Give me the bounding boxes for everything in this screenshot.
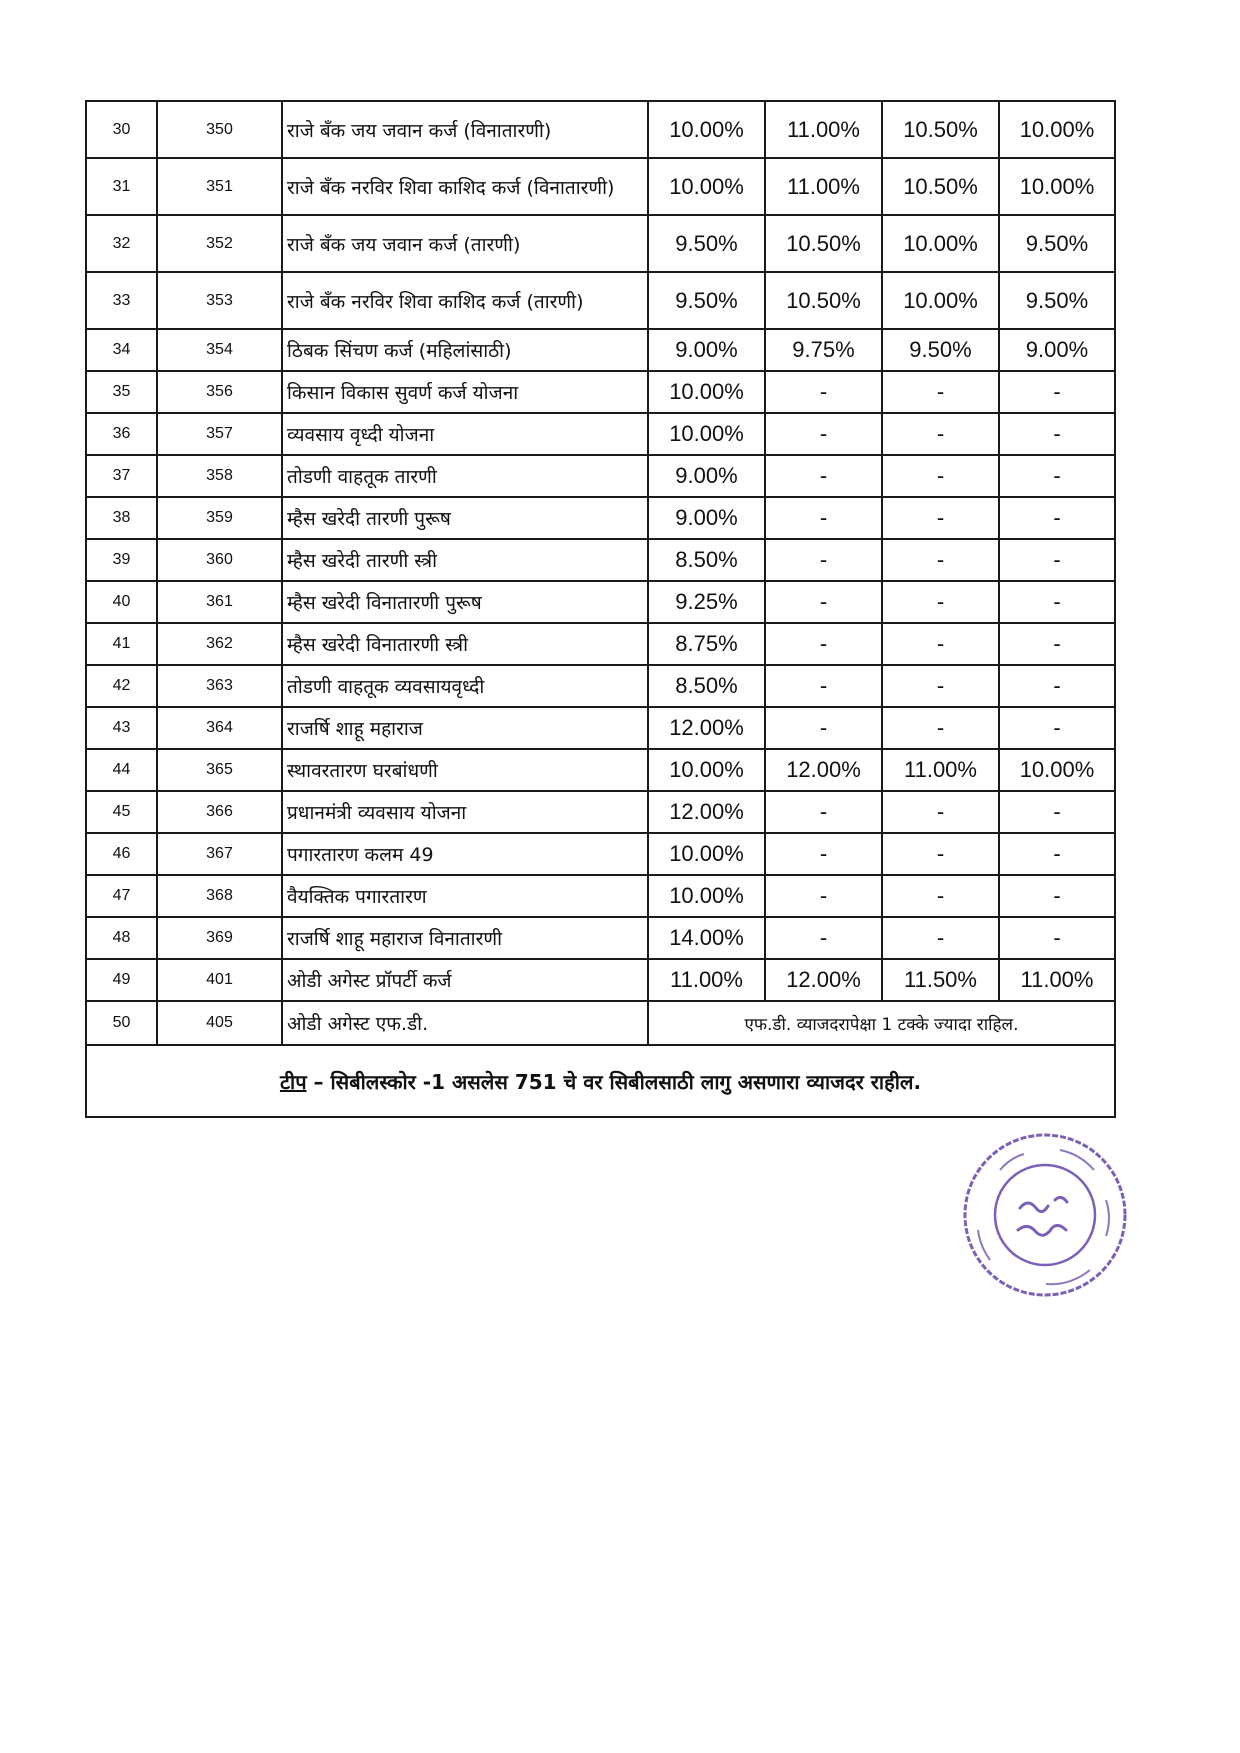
table-row <box>86 539 1115 581</box>
loan-code: 359 <box>157 497 282 539</box>
loan-code: 360 <box>157 539 282 581</box>
rate-col-1: 8.50% <box>648 665 765 707</box>
table-body <box>86 101 1115 1117</box>
rate-col-1: 10.00% <box>648 101 765 158</box>
table-row <box>86 371 1115 413</box>
rate-col-2: - <box>765 455 882 497</box>
rate-col-3: - <box>882 833 999 875</box>
rate-col-4: 10.00% <box>999 158 1115 215</box>
serial-number: 46 <box>86 833 157 875</box>
table-row <box>86 215 1115 272</box>
loan-name: म्हैस खरेदी विनातारणी पुरूष <box>282 581 648 623</box>
rate-col-1: 10.00% <box>648 749 765 791</box>
table-row <box>86 665 1115 707</box>
loan-code: 353 <box>157 272 282 329</box>
rate-col-4: 10.00% <box>999 101 1115 158</box>
loan-code: 405 <box>157 1001 282 1045</box>
serial-number: 49 <box>86 959 157 1001</box>
serial-number: 48 <box>86 917 157 959</box>
rate-col-4: - <box>999 833 1115 875</box>
merged-rate-note: एफ.डी. व्याजदरापेक्षा 1 टक्के ज्यादा राहिल. <box>648 1001 1115 1045</box>
loan-name: राजे बॅंक नरविर शिवा काशिद कर्ज (तारणी) <box>282 272 648 329</box>
serial-number: 33 <box>86 272 157 329</box>
rate-col-4: - <box>999 371 1115 413</box>
table-row <box>86 581 1115 623</box>
rate-col-1: 10.00% <box>648 371 765 413</box>
rate-col-4: - <box>999 455 1115 497</box>
interest-rate-table <box>85 100 1116 1118</box>
loan-code: 363 <box>157 665 282 707</box>
rate-col-3: - <box>882 791 999 833</box>
rate-col-1: 12.00% <box>648 791 765 833</box>
rate-col-1: 9.00% <box>648 455 765 497</box>
rate-col-2: - <box>765 665 882 707</box>
table-row <box>86 833 1115 875</box>
table-row <box>86 413 1115 455</box>
loan-name: पगारतारण कलम 49 <box>282 833 648 875</box>
rate-col-1: 8.50% <box>648 539 765 581</box>
loan-name: किसान विकास सुवर्ण कर्ज योजना <box>282 371 648 413</box>
rate-col-2: - <box>765 539 882 581</box>
serial-number: 37 <box>86 455 157 497</box>
table-row <box>86 455 1115 497</box>
rate-col-3: 10.00% <box>882 215 999 272</box>
rate-col-1: 10.00% <box>648 158 765 215</box>
rate-col-4: - <box>999 497 1115 539</box>
loan-name: राजे बॅंक जय जवान कर्ज (विनातारणी) <box>282 101 648 158</box>
rate-col-3: 11.50% <box>882 959 999 1001</box>
rate-col-1: 9.00% <box>648 329 765 371</box>
loan-name: ओडी अगेस्ट एफ.डी. <box>282 1001 648 1045</box>
rate-col-3: - <box>882 665 999 707</box>
loan-code: 356 <box>157 371 282 413</box>
rate-col-2: - <box>765 581 882 623</box>
rate-col-4: - <box>999 707 1115 749</box>
loan-name: स्थावरतारण घरबांधणी <box>282 749 648 791</box>
rate-col-3: - <box>882 917 999 959</box>
serial-number: 31 <box>86 158 157 215</box>
table-row <box>86 272 1115 329</box>
loan-code: 367 <box>157 833 282 875</box>
bank-seal-stamp-icon <box>960 1130 1130 1300</box>
rate-col-1: 9.50% <box>648 215 765 272</box>
rate-col-2: - <box>765 875 882 917</box>
rate-col-2: 11.00% <box>765 101 882 158</box>
rate-col-1: 11.00% <box>648 959 765 1001</box>
serial-number: 44 <box>86 749 157 791</box>
rate-col-2: - <box>765 707 882 749</box>
rate-col-2: - <box>765 791 882 833</box>
rate-col-2: - <box>765 917 882 959</box>
rate-col-1: 12.00% <box>648 707 765 749</box>
serial-number: 35 <box>86 371 157 413</box>
serial-number: 50 <box>86 1001 157 1045</box>
loan-name: राजे बॅंक जय जवान कर्ज (तारणी) <box>282 215 648 272</box>
rate-col-1: 10.00% <box>648 833 765 875</box>
loan-name: राजे बॅंक नरविर शिवा काशिद कर्ज (विनातारणी) <box>282 158 648 215</box>
rate-col-1: 14.00% <box>648 917 765 959</box>
serial-number: 30 <box>86 101 157 158</box>
loan-code: 368 <box>157 875 282 917</box>
rate-col-3: 10.50% <box>882 158 999 215</box>
loan-code: 364 <box>157 707 282 749</box>
rate-col-2: - <box>765 413 882 455</box>
rate-col-4: - <box>999 413 1115 455</box>
rate-col-4: 9.50% <box>999 272 1115 329</box>
table-row <box>86 497 1115 539</box>
loan-code: 365 <box>157 749 282 791</box>
rate-col-4: 9.00% <box>999 329 1115 371</box>
rate-col-4: - <box>999 539 1115 581</box>
rate-col-3: - <box>882 413 999 455</box>
table-row <box>86 959 1115 1001</box>
rate-col-1: 10.00% <box>648 413 765 455</box>
rate-col-3: - <box>882 371 999 413</box>
rate-col-1: 8.75% <box>648 623 765 665</box>
table-row <box>86 707 1115 749</box>
rate-col-2: 10.50% <box>765 215 882 272</box>
loan-code: 351 <box>157 158 282 215</box>
table-row <box>86 101 1115 158</box>
loan-name: राजर्षि शाहू महाराज <box>282 707 648 749</box>
rate-col-4: - <box>999 581 1115 623</box>
rate-col-4: - <box>999 791 1115 833</box>
rate-col-3: 10.00% <box>882 272 999 329</box>
serial-number: 36 <box>86 413 157 455</box>
table-row <box>86 1001 1115 1045</box>
rate-col-2: - <box>765 623 882 665</box>
rate-col-2: 11.00% <box>765 158 882 215</box>
loan-name: ओडी अगेस्ट प्रॉपर्टी कर्ज <box>282 959 648 1001</box>
serial-number: 45 <box>86 791 157 833</box>
rate-col-4: - <box>999 623 1115 665</box>
loan-name: तोडणी वाहतूक तारणी <box>282 455 648 497</box>
rate-col-3: - <box>882 581 999 623</box>
rate-col-4: - <box>999 875 1115 917</box>
rate-col-2: 9.75% <box>765 329 882 371</box>
rate-col-4: 9.50% <box>999 215 1115 272</box>
rate-col-3: - <box>882 707 999 749</box>
rate-col-3: - <box>882 875 999 917</box>
table-row <box>86 749 1115 791</box>
serial-number: 42 <box>86 665 157 707</box>
loan-name: म्हैस खरेदी विनातारणी स्त्री <box>282 623 648 665</box>
table-row <box>86 875 1115 917</box>
loan-code: 361 <box>157 581 282 623</box>
rate-col-1: 10.00% <box>648 875 765 917</box>
rate-col-3: 9.50% <box>882 329 999 371</box>
table-row <box>86 158 1115 215</box>
rate-col-2: 12.00% <box>765 749 882 791</box>
loan-name: म्हैस खरेदी तारणी पुरूष <box>282 497 648 539</box>
rate-col-4: 11.00% <box>999 959 1115 1001</box>
loan-code: 357 <box>157 413 282 455</box>
loan-name: ठिबक सिंचण कर्ज (महिलांसाठी) <box>282 329 648 371</box>
rate-col-2: - <box>765 371 882 413</box>
serial-number: 43 <box>86 707 157 749</box>
loan-name: वैयक्तिक पगारतारण <box>282 875 648 917</box>
loan-code: 352 <box>157 215 282 272</box>
rate-col-2: - <box>765 497 882 539</box>
rate-col-3: 10.50% <box>882 101 999 158</box>
serial-number: 39 <box>86 539 157 581</box>
rate-col-3: - <box>882 623 999 665</box>
rate-col-2: 10.50% <box>765 272 882 329</box>
loan-name: व्यवसाय वृध्दी योजना <box>282 413 648 455</box>
rate-col-1: 9.50% <box>648 272 765 329</box>
serial-number: 40 <box>86 581 157 623</box>
loan-name: म्हैस खरेदी तारणी स्त्री <box>282 539 648 581</box>
loan-code: 362 <box>157 623 282 665</box>
rate-col-4: - <box>999 917 1115 959</box>
serial-number: 41 <box>86 623 157 665</box>
loan-code: 354 <box>157 329 282 371</box>
note-cell <box>86 1045 1115 1117</box>
rate-col-4: - <box>999 665 1115 707</box>
loan-code: 401 <box>157 959 282 1001</box>
note-text: – सिबीलस्कोर -1 असलेस 751 चे वर सिबीलसाठी लागु असणारा व्याजदर राहील. <box>306 1069 922 1094</box>
serial-number: 38 <box>86 497 157 539</box>
loan-code: 350 <box>157 101 282 158</box>
note-label: टीप <box>279 1069 307 1094</box>
rate-col-3: - <box>882 455 999 497</box>
rate-col-4: 10.00% <box>999 749 1115 791</box>
loan-name: तोडणी वाहतूक व्यवसायवृध्दी <box>282 665 648 707</box>
serial-number: 34 <box>86 329 157 371</box>
rate-col-3: 11.00% <box>882 749 999 791</box>
rate-col-1: 9.25% <box>648 581 765 623</box>
rate-col-3: - <box>882 497 999 539</box>
rate-col-1: 9.00% <box>648 497 765 539</box>
table-row <box>86 791 1115 833</box>
table-row <box>86 623 1115 665</box>
table-row <box>86 917 1115 959</box>
serial-number: 32 <box>86 215 157 272</box>
loan-code: 366 <box>157 791 282 833</box>
serial-number: 47 <box>86 875 157 917</box>
rate-col-2: 12.00% <box>765 959 882 1001</box>
rate-col-2: - <box>765 833 882 875</box>
loan-name: राजर्षि शाहू महाराज विनातारणी <box>282 917 648 959</box>
loan-name: प्रधानमंत्री व्यवसाय योजना <box>282 791 648 833</box>
table-row <box>86 329 1115 371</box>
loan-code: 358 <box>157 455 282 497</box>
note-row <box>86 1045 1115 1117</box>
loan-code: 369 <box>157 917 282 959</box>
rate-col-3: - <box>882 539 999 581</box>
